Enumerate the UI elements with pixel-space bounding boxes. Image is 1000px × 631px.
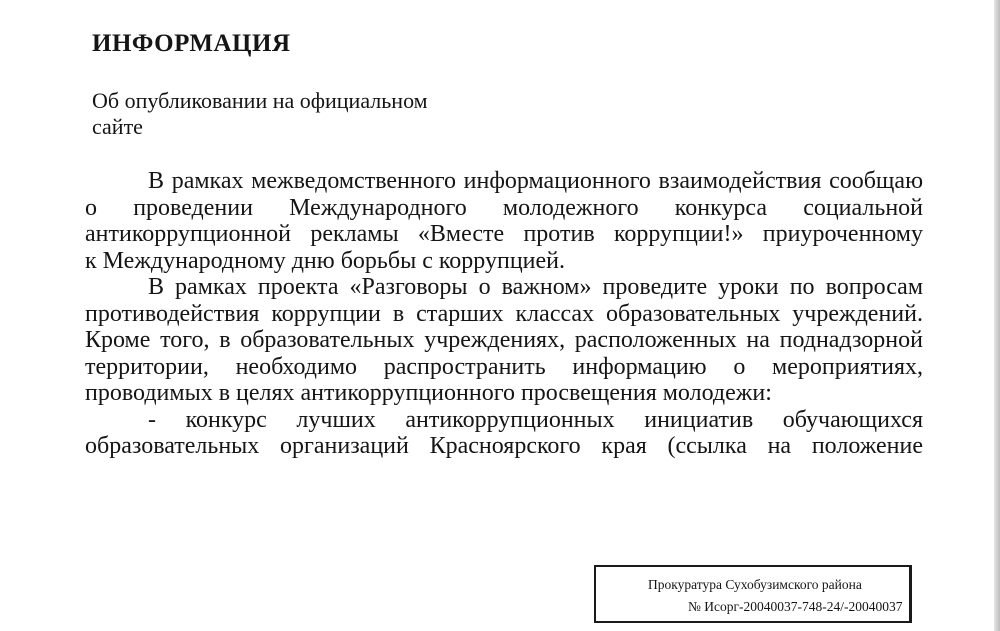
paragraph-line: противодействия коррупции в старших классах образовательных учреждений. xyxy=(85,300,923,327)
paragraph-project xyxy=(85,274,923,407)
paragraph-line: антикоррупционной рекламы «Вместе против коррупции!» приуроченному xyxy=(85,221,923,247)
paragraph-line: В рамках проекта «Разговоры о важном» проведите уроки по вопросам xyxy=(148,274,923,300)
subject-line: сайте xyxy=(92,114,143,139)
paragraph-line: территории, необходимо распространить информацию о мероприятиях, xyxy=(85,353,923,380)
stamp-number: № Исорг-20040037-748-24/-20040037 xyxy=(688,599,903,614)
paragraph-line: проводимых в целях антикоррупционного просвещения молодежи: xyxy=(85,380,772,406)
document-body xyxy=(85,168,923,460)
paragraph-line: образовательных организаций Красноярского края (ссылка на положение xyxy=(85,433,923,459)
registration-stamp xyxy=(594,565,912,623)
subject-line: Об опубликовании на официальном xyxy=(92,88,428,113)
paragraph-line: к Международному дню борьбы с коррупцией. xyxy=(85,247,565,274)
paragraph-line: В рамках межведомственного информационного взаимодействия сообщаю xyxy=(148,168,923,194)
document-subject xyxy=(92,88,512,140)
document-title: ИНФОРМАЦИЯ xyxy=(92,30,291,57)
stamp-organization: Прокуратура Сухобузимского района xyxy=(648,577,862,592)
paragraph-intro xyxy=(85,168,923,274)
paragraph-line: Кроме того, в образовательных учреждениях, расположенных на поднадзорной xyxy=(85,327,923,353)
list-item-contest xyxy=(85,407,923,460)
page-edge xyxy=(994,0,1000,631)
paragraph-line: - конкурс лучших антикоррупционных инициатив обучающихся xyxy=(148,406,923,433)
paragraph-line: о проведении Международного молодежного конкурса социальной xyxy=(85,194,923,221)
